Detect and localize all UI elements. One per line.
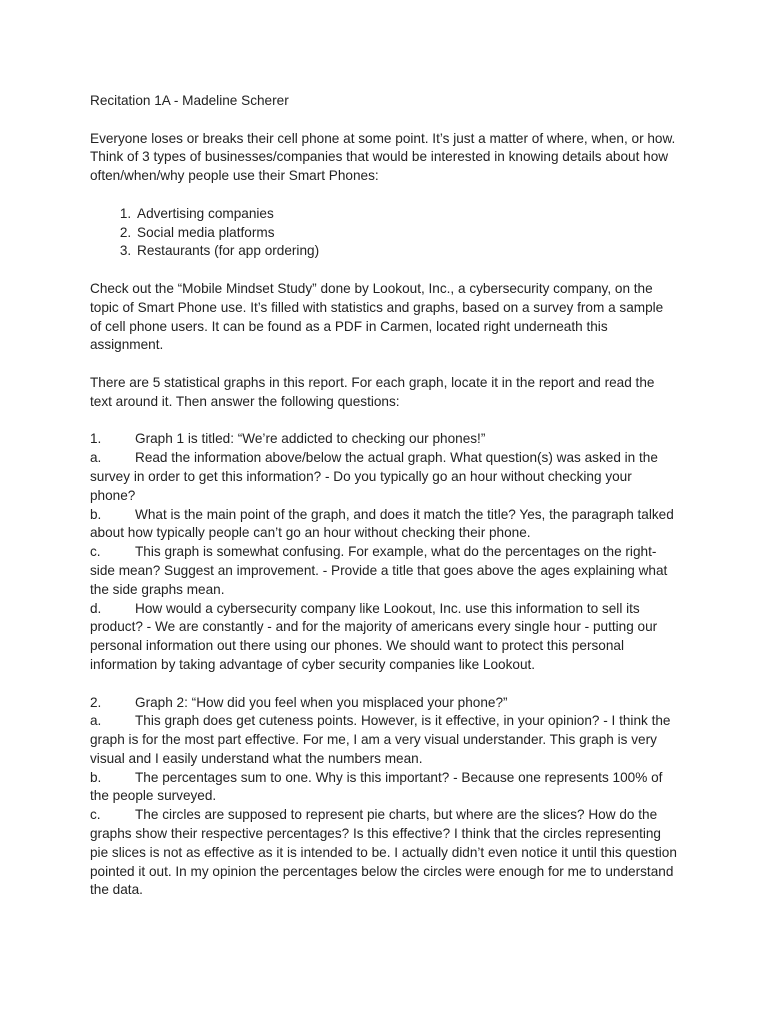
question-text: Graph 2: “How did you feel when you misplaced your phone?” [135,694,508,710]
instructions-paragraph: There are 5 statistical graphs in this report. For each graph, locate it in the report and read the text around it. Then answer the following questions: [90,374,655,409]
sub-label: a. [90,713,102,729]
question-number: 2. [90,694,102,710]
sub-label: d. [90,600,102,616]
sub-label: b. [90,506,102,522]
question-2-heading [90,694,678,713]
question-text: Graph 1 is titled: “We’re addicted to checking our phones!” [135,431,486,447]
sub-label: c. [90,544,101,560]
answer-text: The circles are supposed to represent pie charts, but where are the slices? How do the graphs show their respective percentages? Is this effective? I think that the circles representing pie slices is not as effective as it is intended to be. I actually didn’t even notice it until this question pointed it out. In my opinion the percentages below the circles were enough for me to understand the data. [90,807,677,898]
answer-text: The percentages sum to one. Why is this important? - Because one represents 100% of the people surveyed. [90,769,663,804]
question-1c [90,543,678,599]
question-number: 1. [90,431,102,447]
question-1-heading [90,430,678,449]
answer-text: What is the main point of the graph, and does it match the title? Yes, the paragraph talked about how typically people can’t go an hour without checking their phone. [90,506,674,541]
list-item: 1. Advertising companies [135,205,678,224]
sub-label: c. [90,807,101,823]
answer-text: How would a cybersecurity company like Lookout, Inc. use this information to sell its product? - We are constantly - and for the majority of americans every single hour - putting our personal information out there using our phones. We should want to protect this personal information by taking advantage of cyber security companies like Lookout. [90,600,658,672]
answer-text: Read the information above/below the actual graph. What question(s) was asked in the survey in order to get this information? - Do you typically go an hour without checking your phone? [90,450,658,503]
question-1 [90,430,678,674]
intro-paragraph: Everyone loses or breaks their cell phone at some point. It’s just a matter of where, when, or how. Think of 3 types of businesses/companies that would be interested in knowing details about how often/when/why people use their Smart Phones: [90,130,676,184]
business-list [90,205,678,261]
sub-label: a. [90,450,102,466]
question-2c [90,806,678,900]
question-2 [90,694,678,901]
question-1d [90,600,678,675]
list-item: 2. Social media platforms [135,224,678,243]
sub-label: b. [90,769,102,785]
question-1a [90,449,678,505]
document-title: Recitation 1A - Madeline Scherer [90,93,289,108]
answer-text: This graph does get cuteness points. However, is it effective, in your opinion? - I think the graph is for the most part effective. For me, I am a very visual understander. This graph is very visual and I easily understand what the numbers mean. [90,713,671,766]
question-2a [90,712,678,768]
study-paragraph: Check out the “Mobile Mindset Study” done by Lookout, Inc., a cybersecurity company, on the topic of Smart Phone use. It’s filled with statistics and graphs, based on a survey from a sample of cell phone users. It can be found as a PDF in Carmen, located right underneath this assignment. [90,280,664,353]
answer-text: This graph is somewhat confusing. For example, what do the percentages on the right-side mean? Suggest an improvement. - Provide a title that goes above the ages explaining what the side graphs mean. [90,544,668,597]
section-spacer [90,675,678,694]
question-1b [90,506,678,544]
question-2b [90,769,678,807]
list-item: 3. Restaurants (for app ordering) [135,242,678,261]
